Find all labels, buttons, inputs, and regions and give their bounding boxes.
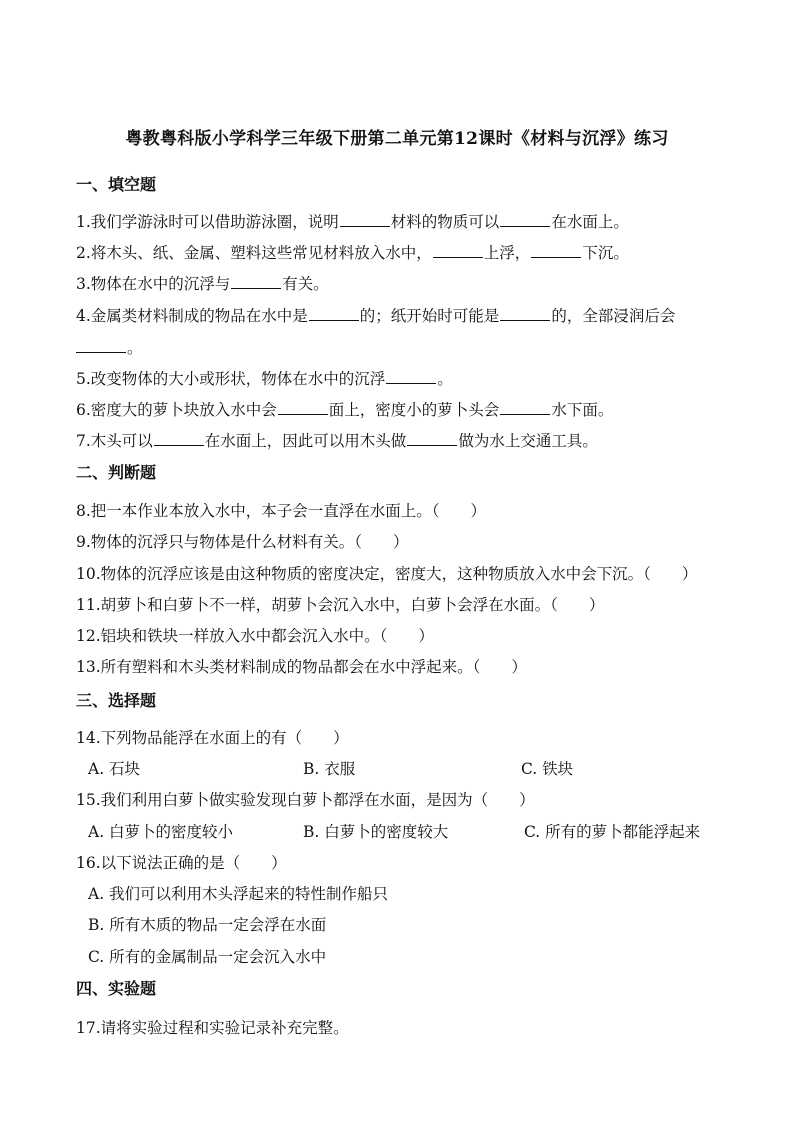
answer-blank: [500, 413, 550, 415]
answer-blank: [76, 351, 126, 353]
question-3: 3.物体在水中的沉浮与 有关。: [76, 275, 329, 293]
question-16: 16.以下说法正确的是（ ）: [76, 854, 287, 872]
question-13: 13.所有塑料和木头类材料制成的物品都会在水中浮起来。（ ）: [76, 658, 527, 676]
section-judge-heading: 二、判断题: [76, 463, 157, 482]
question-4: 4.金属类材料制成的物品在水中是 的；纸开始时可能是 的，全部浸润后会: [76, 307, 676, 325]
question-11: 11.胡萝卜和白萝卜不一样，胡萝卜会沉入水中，白萝卜会浮在水面。（ ）: [76, 596, 605, 614]
answer-blank: [340, 225, 390, 227]
section-fill-heading: 一、填空题: [76, 175, 157, 194]
section-choice-heading: 三、选择题: [76, 691, 157, 710]
q14-option-b: B. 衣服: [303, 760, 356, 778]
q15-option-c: C. 所有的萝卜都能浮起来: [524, 823, 701, 841]
question-6: 6.密度大的萝卜块放入水中会 面上，密度小的萝卜头会 水下面。: [76, 401, 614, 419]
answer-blank: [386, 382, 436, 384]
question-2: 2.将木头、纸、金属、塑料这些常见材料放入水中， 上浮， 下沉。: [76, 244, 629, 262]
q16-option-b: B. 所有木质的物品一定会浮在水面: [88, 916, 327, 934]
question-4-continued: 。: [76, 336, 143, 358]
question-10: 10.物体的沉浮应该是由这种物质的密度决定，密度大，这种物质放入水中会下沉。（ ）: [76, 565, 698, 583]
answer-blank: [531, 256, 581, 258]
page-title: 粤教粤科版小学科学三年级下册第二单元第12课时《材料与沉浮》练习: [125, 129, 669, 149]
answer-blank: [407, 444, 457, 446]
question-5: 5.改变物体的大小或形状，物体在水中的沉浮 。: [76, 370, 453, 388]
answer-blank: [500, 225, 550, 227]
question-1: 1.我们学游泳时可以借助游泳圈，说明 材料的物质可以 在水面上。: [76, 213, 629, 231]
q14-option-c: C. 铁块: [521, 760, 574, 778]
question-9: 9.物体的沉浮只与物体是什么材料有关。（ ）: [76, 533, 409, 551]
q16-option-a: A. 我们可以利用木头浮起来的特性制作船只: [88, 885, 389, 903]
answer-blank: [154, 444, 204, 446]
question-14: 14.下列物品能浮在水面上的有（ ）: [76, 729, 349, 747]
question-7: 7.木头可以 在水面上，因此可以用木头做 做为水上交通工具。: [76, 432, 598, 450]
section-experiment-heading: 四、实验题: [76, 979, 157, 998]
q15-option-a: A. 白萝卜的密度较小: [88, 823, 234, 841]
question-15: 15.我们利用白萝卜做实验发现白萝卜都浮在水面，是因为（ ）: [76, 791, 535, 809]
question-17: 17.请将实验过程和实验记录补充完整。: [76, 1019, 349, 1037]
answer-blank: [309, 319, 359, 321]
q15-option-b: B. 白萝卜的密度较大: [303, 823, 449, 841]
answer-blank: [231, 287, 281, 289]
answer-blank: [433, 256, 483, 258]
answer-blank: [278, 413, 328, 415]
answer-blank: [500, 319, 550, 321]
q14-option-a: A. 石块: [88, 760, 141, 778]
question-8: 8.把一本作业本放入水中，本子会一直浮在水面上。（ ）: [76, 502, 487, 520]
q16-option-c: C. 所有的金属制品一定会沉入水中: [88, 948, 327, 966]
question-12: 12.铝块和铁块一样放入水中都会沉入水中。（ ）: [76, 627, 434, 645]
